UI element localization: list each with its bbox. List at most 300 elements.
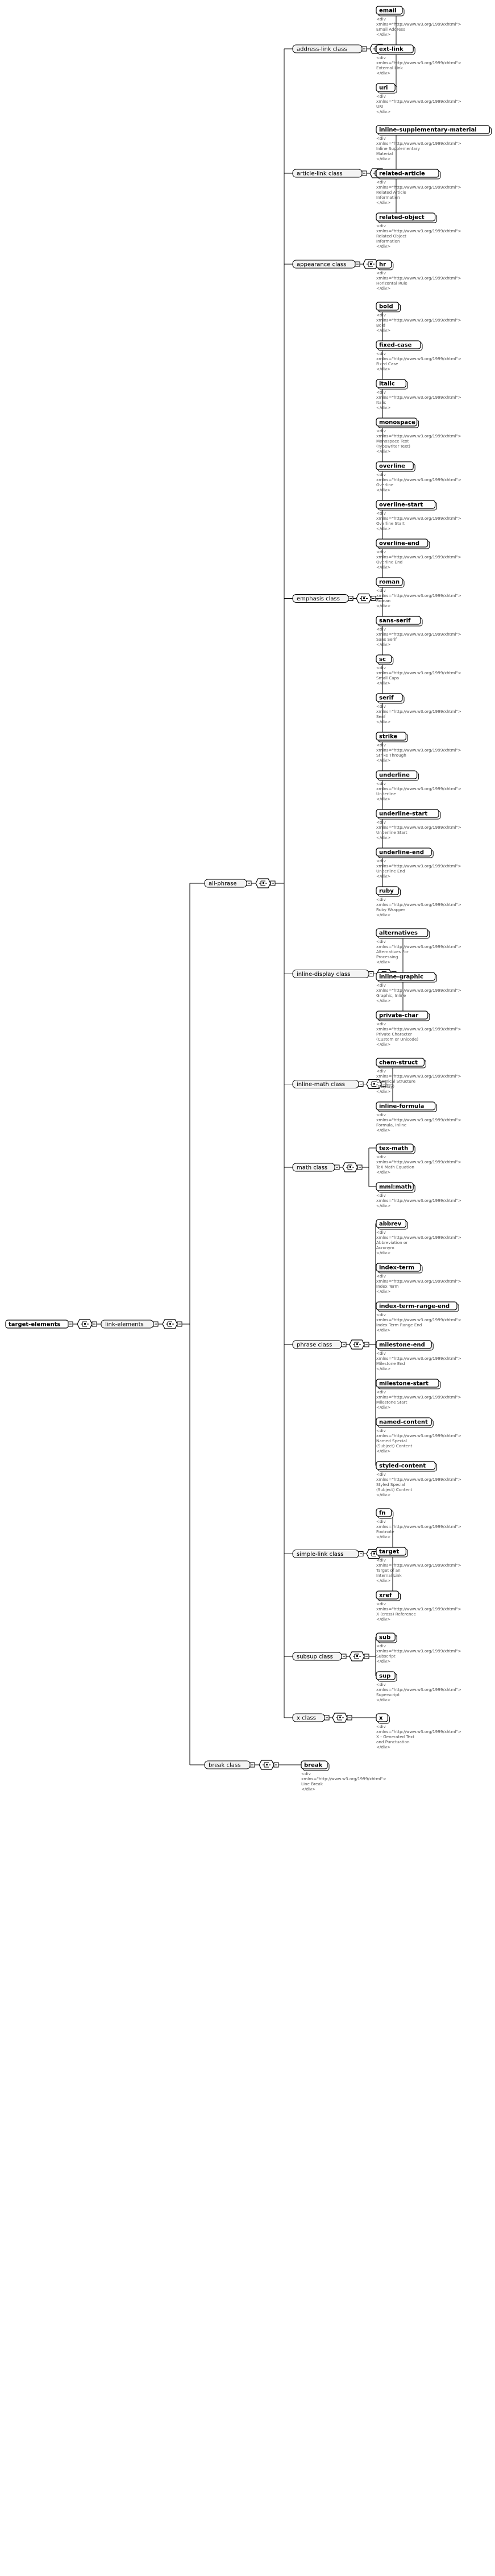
svg-text:Horizontal Rule: Horizontal Rule [376, 281, 407, 286]
group-box[interactable] [293, 169, 367, 177]
svg-text:</div>: </div> [376, 796, 391, 801]
element-inline-graphic[interactable] [376, 972, 437, 982]
svg-text:xmlns="http://www.w3.org/1999/: xmlns="http://www.w3.org/1999/xhtml"> [376, 516, 461, 521]
svg-text:xmlns="http://www.w3.org/1999/: xmlns="http://www.w3.org/1999/xhtml"> [376, 709, 461, 714]
documentation-annotation [376, 1428, 461, 1454]
svg-text:<div: <div [376, 1312, 386, 1317]
element-name: related-article [379, 170, 425, 177]
svg-text:<div: <div [376, 511, 386, 516]
svg-text:</div>: </div> [376, 1697, 391, 1702]
svg-text:<div: <div [376, 627, 386, 632]
svg-text:Named Special: Named Special [376, 1438, 407, 1443]
element-email[interactable] [376, 6, 404, 16]
svg-text:<div: <div [376, 472, 386, 477]
element-name: uri [379, 85, 388, 91]
svg-text:xmlns="http://www.w3.org/1999/: xmlns="http://www.w3.org/1999/xhtml"> [376, 1159, 461, 1164]
svg-text:</div>: </div> [376, 526, 391, 531]
svg-text:Material: Material [376, 151, 393, 156]
element-name: sc [379, 656, 386, 663]
group-box[interactable] [293, 595, 353, 603]
svg-text:Target of an: Target of an [376, 1568, 401, 1573]
documentation-annotation [376, 94, 461, 114]
svg-text:<div: <div [376, 742, 386, 748]
svg-text:</div>: </div> [376, 244, 391, 249]
element-named-content[interactable] [376, 1418, 433, 1427]
svg-text:xmlns="http://www.w3.org/1999/: xmlns="http://www.w3.org/1999/xhtml"> [376, 318, 461, 323]
documentation-annotation [376, 1519, 461, 1539]
element-ext-link[interactable] [376, 45, 415, 55]
svg-text:<div: <div [376, 351, 386, 356]
svg-text:Italic: Italic [376, 400, 386, 405]
svg-text:<div: <div [376, 55, 386, 60]
svg-text:xmlns="http://www.w3.org/1999/: xmlns="http://www.w3.org/1999/xhtml"> [376, 1648, 461, 1654]
svg-text:xmlns="http://www.w3.org/1999/: xmlns="http://www.w3.org/1999/xhtml"> [376, 1117, 461, 1122]
svg-text:xmlns="http://www.w3.org/1999/: xmlns="http://www.w3.org/1999/xhtml"> [376, 1433, 461, 1438]
svg-text:<div: <div [376, 1519, 386, 1524]
svg-text:Styled Special: Styled Special [376, 1482, 405, 1487]
svg-text:Processing: Processing [376, 954, 398, 959]
element-name: underline [379, 772, 410, 779]
element-name: target-elements [9, 1321, 61, 1328]
documentation-annotation [376, 820, 461, 840]
element-break[interactable] [301, 1761, 329, 1771]
group-box[interactable] [293, 1080, 363, 1088]
element-name: x [379, 1715, 383, 1722]
documentation-annotation [376, 1274, 461, 1294]
svg-text:</div>: </div> [376, 1203, 391, 1208]
documentation-annotation [376, 1112, 461, 1133]
element-hr[interactable] [376, 260, 393, 270]
element-fixed-case[interactable] [376, 341, 422, 350]
svg-text:<div: <div [301, 1771, 311, 1776]
element-underline-end[interactable] [376, 848, 433, 858]
group-box[interactable] [293, 1652, 346, 1660]
group-box[interactable] [293, 1550, 363, 1558]
svg-text:</div>: </div> [376, 1366, 391, 1371]
group-box[interactable] [293, 45, 367, 53]
element-name: target [379, 1548, 400, 1555]
svg-text:</div>: </div> [376, 405, 391, 410]
svg-text:</div>: </div> [376, 565, 391, 570]
svg-text:</div>: </div> [376, 758, 391, 763]
svg-text:</div>: </div> [376, 642, 391, 647]
svg-text:Information: Information [376, 195, 400, 200]
documentation-annotation [376, 55, 461, 76]
element-name: overline [379, 463, 405, 470]
element-monospace[interactable] [376, 418, 419, 428]
svg-text:</div>: </div> [376, 487, 391, 492]
group-box[interactable] [101, 1320, 158, 1328]
element-index-term-range-end[interactable] [376, 1302, 459, 1312]
svg-text:(Display): (Display) [376, 1084, 395, 1089]
svg-text:</div>: </div> [376, 1617, 391, 1622]
element-ruby[interactable] [376, 887, 401, 896]
element-name: related-object [379, 214, 425, 221]
svg-text:</div>: </div> [376, 1170, 391, 1175]
element-index-term[interactable] [376, 1263, 422, 1273]
svg-text:Bold: Bold [376, 323, 385, 328]
documentation-annotation [376, 1230, 461, 1255]
svg-text:<div: <div [376, 270, 386, 275]
element-name: index-term-range-end [379, 1303, 450, 1310]
element-name: inline-formula [379, 1103, 425, 1110]
svg-text:<div: <div [376, 1274, 386, 1279]
svg-text:<div: <div [376, 1021, 386, 1026]
element-mml-math[interactable] [376, 1183, 415, 1192]
element-sub[interactable] [376, 1633, 397, 1643]
documentation-annotation [376, 179, 461, 205]
element-name: bold [379, 303, 393, 310]
element-name: overline-start [379, 502, 423, 508]
group-box[interactable] [205, 1761, 255, 1769]
root-element-target-elements[interactable] [6, 1320, 73, 1328]
svg-text:xmlns="http://www.w3.org/1999/: xmlns="http://www.w3.org/1999/xhtml"> [376, 1477, 461, 1482]
svg-text:<div: <div [376, 665, 386, 670]
element-overline-start[interactable] [376, 500, 437, 510]
svg-text:xmlns="http://www.w3.org/1999/: xmlns="http://www.w3.org/1999/xhtml"> [376, 863, 461, 869]
choice-compositor-icon [356, 594, 376, 603]
group-name: inline-math class [297, 1082, 345, 1088]
svg-text:xmlns="http://www.w3.org/1999/: xmlns="http://www.w3.org/1999/xhtml"> [376, 1198, 461, 1203]
svg-text:<div: <div [376, 1154, 386, 1159]
element-name: monospace [379, 419, 415, 426]
documentation-annotation [376, 939, 461, 965]
group-box[interactable] [205, 879, 251, 887]
svg-text:(Typewriter Text): (Typewriter Text) [376, 444, 410, 449]
svg-text:</div>: </div> [376, 200, 391, 205]
svg-text:Abbreviation or: Abbreviation or [376, 1240, 408, 1245]
group-name: subsup class [297, 1654, 333, 1660]
element-uri[interactable] [376, 83, 397, 93]
svg-text:X - Generated Text: X - Generated Text [376, 1734, 415, 1739]
group-name: math class [297, 1164, 328, 1171]
documentation-annotation [376, 1021, 461, 1047]
element-name: fixed-case [379, 342, 412, 349]
svg-text:</div>: </div> [376, 1327, 391, 1333]
documentation-annotation [376, 983, 461, 1003]
group-name: address-link class [297, 46, 347, 53]
svg-text:Fixed Case: Fixed Case [376, 361, 398, 366]
element-name: sans-serif [379, 617, 411, 624]
svg-text:Graphic, Inline: Graphic, Inline [376, 993, 406, 998]
choice-compositor-icon [163, 1320, 182, 1329]
element-overline-end[interactable] [376, 539, 430, 549]
svg-text:Strike Through: Strike Through [376, 753, 406, 758]
element-sans-serif[interactable] [376, 616, 422, 626]
documentation-annotation [376, 1154, 461, 1175]
svg-text:Chemical Structure: Chemical Structure [376, 1079, 416, 1084]
svg-text:<div: <div [376, 1112, 386, 1117]
svg-text:xmlns="http://www.w3.org/1999/: xmlns="http://www.w3.org/1999/xhtml"> [376, 1026, 461, 1032]
element-name: tex-math [379, 1145, 409, 1152]
svg-text:Internal Link: Internal Link [376, 1573, 402, 1578]
documentation-annotation [376, 704, 461, 724]
svg-text:<div: <div [376, 1558, 386, 1563]
element-private-char[interactable] [376, 1011, 430, 1021]
svg-text:</div>: </div> [376, 286, 391, 291]
svg-text:Index Term: Index Term [376, 1284, 399, 1289]
group-name: appearance class [297, 261, 347, 268]
svg-text:xmlns="http://www.w3.org/1999/: xmlns="http://www.w3.org/1999/xhtml"> [376, 433, 461, 439]
svg-text:Overline End: Overline End [376, 560, 403, 565]
svg-text:External Link: External Link [376, 65, 403, 70]
svg-text:<div: <div [376, 223, 386, 228]
element-tex-math[interactable] [376, 1144, 415, 1154]
documentation-annotation [376, 351, 461, 371]
element-x[interactable] [376, 1714, 389, 1723]
group-box[interactable] [293, 1341, 346, 1348]
svg-text:<div: <div [376, 1230, 386, 1235]
choice-compositor-icon [259, 1760, 278, 1769]
svg-text:</div>: </div> [376, 1659, 391, 1664]
element-underline[interactable] [376, 771, 419, 780]
svg-text:Footnote: Footnote [376, 1529, 394, 1534]
svg-text:Small Caps: Small Caps [376, 675, 399, 680]
svg-text:<div: <div [376, 179, 386, 185]
element-sup[interactable] [376, 1672, 397, 1681]
svg-text:</div>: </div> [376, 1250, 391, 1255]
svg-text:Subscript: Subscript [376, 1654, 396, 1659]
svg-text:Information: Information [376, 239, 400, 244]
svg-text:</div>: </div> [376, 874, 391, 879]
element-related-article[interactable] [376, 169, 440, 179]
documentation-annotation [376, 136, 461, 161]
documentation-annotation [376, 16, 461, 37]
documentation-annotation [376, 549, 461, 570]
element-sc[interactable] [376, 655, 393, 665]
element-abbrev[interactable] [376, 1220, 407, 1229]
element-name: break [304, 1762, 323, 1769]
svg-text:<div: <div [376, 704, 386, 709]
svg-text:xmlns="http://www.w3.org/1999/: xmlns="http://www.w3.org/1999/xhtml"> [376, 1524, 461, 1529]
svg-text:Related Article: Related Article [376, 190, 406, 195]
svg-text:</div>: </div> [376, 1578, 391, 1583]
group-name: article-link class [297, 170, 343, 177]
svg-text:</div>: </div> [376, 998, 391, 1003]
documentation-annotation [376, 1068, 461, 1094]
svg-text:</div>: </div> [376, 1128, 391, 1133]
element-name: sub [379, 1634, 391, 1641]
group-box[interactable] [293, 260, 360, 268]
documentation-annotation [376, 665, 461, 686]
documentation-annotation [376, 1643, 461, 1664]
svg-text:(Subject) Content: (Subject) Content [376, 1487, 413, 1492]
group-name: phrase class [297, 1342, 332, 1348]
element-italic[interactable] [376, 379, 407, 389]
svg-text:</div>: </div> [376, 1405, 391, 1410]
svg-text:xmlns="http://www.w3.org/1999/: xmlns="http://www.w3.org/1999/xhtml"> [376, 185, 461, 190]
svg-text:xmlns="http://www.w3.org/1999/: xmlns="http://www.w3.org/1999/xhtml"> [376, 825, 461, 830]
documentation-annotation [376, 223, 461, 249]
element-name: named-content [379, 1419, 428, 1426]
svg-text:xmlns="http://www.w3.org/1999/: xmlns="http://www.w3.org/1999/xhtml"> [376, 1729, 461, 1734]
svg-text:Serif: Serif [376, 714, 386, 719]
element-name: overline-end [379, 540, 420, 547]
element-name: roman [379, 579, 400, 586]
element-name: inline-graphic [379, 974, 423, 980]
svg-text:xmlns="http://www.w3.org/1999/: xmlns="http://www.w3.org/1999/xhtml"> [376, 902, 461, 907]
documentation-annotation [376, 1193, 461, 1208]
svg-text:xmlns="http://www.w3.org/1999/: xmlns="http://www.w3.org/1999/xhtml"> [376, 99, 461, 104]
svg-text:<div: <div [376, 428, 386, 433]
svg-text:xmlns="http://www.w3.org/1999/: xmlns="http://www.w3.org/1999/xhtml"> [376, 356, 461, 361]
svg-text:Underline Start: Underline Start [376, 830, 407, 835]
svg-text:xmlns="http://www.w3.org/1999/: xmlns="http://www.w3.org/1999/xhtml"> [376, 60, 461, 65]
svg-text:Roman: Roman [376, 598, 391, 603]
documentation-annotation [376, 511, 461, 531]
element-fn[interactable] [376, 1509, 393, 1518]
svg-text:<div: <div [376, 1389, 386, 1395]
svg-text:Overline: Overline [376, 482, 394, 487]
svg-text:Underline End: Underline End [376, 869, 405, 874]
group-box[interactable] [293, 970, 373, 978]
svg-text:Overline Start: Overline Start [376, 521, 405, 526]
element-underline-start[interactable] [376, 809, 440, 819]
svg-text:xmlns="http://www.w3.org/1999/: xmlns="http://www.w3.org/1999/xhtml"> [376, 1606, 461, 1611]
documentation-annotation [301, 1771, 386, 1792]
svg-text:<div: <div [376, 858, 386, 863]
svg-text:</div>: </div> [376, 835, 391, 840]
choice-compositor-icon [332, 1713, 352, 1722]
svg-text:<div: <div [376, 897, 386, 902]
svg-text:Email Address: Email Address [376, 27, 405, 32]
element-styled-content[interactable] [376, 1462, 437, 1471]
svg-text:<div: <div [376, 1193, 386, 1198]
group-name: break class [209, 1762, 241, 1769]
element-name: hr [379, 261, 386, 268]
svg-text:xmlns="http://www.w3.org/1999/: xmlns="http://www.w3.org/1999/xhtml"> [376, 228, 461, 233]
svg-text:xmlns="http://www.w3.org/1999/: xmlns="http://www.w3.org/1999/xhtml"> [376, 748, 461, 753]
svg-text:xmlns="http://www.w3.org/1999/: xmlns="http://www.w3.org/1999/xhtml"> [376, 1687, 461, 1692]
svg-text:TeX Math Equation: TeX Math Equation [376, 1164, 414, 1170]
element-name: fn [379, 1510, 386, 1517]
element-milestone-start[interactable] [376, 1379, 440, 1389]
documentation-annotation [376, 858, 461, 879]
svg-text:<div: <div [376, 1682, 386, 1687]
svg-text:</div>: </div> [376, 32, 391, 37]
svg-text:xmlns="http://www.w3.org/1999/: xmlns="http://www.w3.org/1999/xhtml"> [376, 141, 461, 146]
element-name: strike [379, 733, 398, 740]
documentation-annotation [376, 897, 461, 917]
group-name: simple-link class [297, 1551, 344, 1558]
documentation-annotation [376, 270, 461, 291]
element-name: email [379, 7, 397, 14]
element-inline-formula[interactable] [376, 1102, 437, 1112]
element-serif[interactable] [376, 694, 404, 703]
element-xref[interactable] [376, 1591, 401, 1601]
element-roman[interactable] [376, 578, 404, 587]
svg-text:xmlns="http://www.w3.org/1999/: xmlns="http://www.w3.org/1999/xhtml"> [376, 477, 461, 482]
svg-text:X (cross) Reference: X (cross) Reference [376, 1611, 416, 1617]
element-overline[interactable] [376, 462, 415, 471]
svg-text:</div>: </div> [376, 109, 391, 114]
svg-text:</div>: </div> [376, 1089, 391, 1094]
choice-compositor-icon [77, 1320, 97, 1329]
svg-text:</div>: </div> [376, 1289, 391, 1294]
svg-text:<div: <div [376, 1643, 386, 1648]
svg-text:xmlns="http://www.w3.org/1999/: xmlns="http://www.w3.org/1999/xhtml"> [376, 1395, 461, 1400]
svg-text:Formula, Inline: Formula, Inline [376, 1122, 407, 1128]
group-name: link-elements [105, 1321, 144, 1328]
svg-text:</div>: </div> [376, 603, 391, 608]
svg-text:</div>: </div> [376, 1744, 391, 1750]
group-box[interactable] [293, 1163, 339, 1171]
group-name: all-phrase [209, 880, 237, 887]
svg-text:Underline: Underline [376, 791, 396, 796]
element-name: sup [379, 1673, 391, 1680]
svg-text:</div>: </div> [376, 1534, 391, 1539]
element-bold[interactable] [376, 302, 401, 312]
documentation-annotation [376, 1312, 461, 1333]
svg-text:</div>: </div> [376, 719, 391, 724]
svg-text:Milestone End: Milestone End [376, 1361, 405, 1366]
svg-text:<div: <div [376, 1428, 386, 1433]
documentation-annotation [376, 472, 461, 492]
element-name: ext-link [379, 46, 404, 53]
svg-text:<div: <div [376, 16, 386, 22]
svg-text:<div: <div [376, 312, 386, 318]
element-name: private-char [379, 1012, 419, 1019]
svg-text:Milestone Start: Milestone Start [376, 1400, 407, 1405]
svg-text:<div: <div [376, 390, 386, 395]
svg-text:</div>: </div> [376, 680, 391, 686]
group-name: inline-display class [297, 971, 351, 978]
documentation-annotation [376, 1724, 461, 1750]
svg-text:URI: URI [376, 104, 384, 109]
element-milestone-end[interactable] [376, 1341, 433, 1350]
svg-text:<div: <div [376, 1068, 386, 1074]
svg-text:</div>: </div> [376, 328, 391, 333]
documentation-annotation [376, 1351, 461, 1371]
svg-text:xmlns="http://www.w3.org/1999/: xmlns="http://www.w3.org/1999/xhtml"> [376, 1074, 461, 1079]
documentation-annotation [376, 1682, 461, 1702]
element-name: inline-supplementary-material [379, 127, 477, 133]
element-name: serif [379, 695, 394, 702]
svg-text:xmlns="http://www.w3.org/1999/: xmlns="http://www.w3.org/1999/xhtml"> [376, 786, 461, 791]
svg-text:</div>: </div> [376, 70, 391, 76]
element-name: abbrev [379, 1221, 402, 1228]
element-name: underline-start [379, 811, 428, 817]
svg-text:xmlns="http://www.w3.org/1999/: xmlns="http://www.w3.org/1999/xhtml"> [376, 1279, 461, 1284]
documentation-annotation [376, 1389, 461, 1410]
svg-text:xmlns="http://www.w3.org/1999/: xmlns="http://www.w3.org/1999/xhtml"> [376, 632, 461, 637]
element-name: chem-struct [379, 1059, 418, 1066]
svg-text:<div: <div [376, 983, 386, 988]
choice-compositor-icon [343, 1163, 362, 1172]
svg-text:<div: <div [376, 1351, 386, 1356]
group-box[interactable] [293, 1714, 329, 1722]
svg-text:xmlns="http://www.w3.org/1999/: xmlns="http://www.w3.org/1999/xhtml"> [376, 1563, 461, 1568]
documentation-annotation [376, 390, 461, 410]
documentation-annotation [376, 1558, 461, 1583]
element-name: italic [379, 381, 395, 387]
svg-text:<div: <div [376, 549, 386, 554]
svg-text:</div>: </div> [376, 1492, 391, 1497]
svg-text:(Subject) Content: (Subject) Content [376, 1443, 413, 1448]
element-alternatives[interactable] [376, 929, 430, 938]
element-target[interactable] [376, 1547, 407, 1557]
element-inline-supplementary-material[interactable] [376, 126, 492, 135]
svg-text:xmlns="http://www.w3.org/1999/: xmlns="http://www.w3.org/1999/xhtml"> [376, 988, 461, 993]
svg-text:</div>: </div> [376, 366, 391, 371]
element-chem-struct[interactable] [376, 1058, 426, 1068]
documentation-annotation [376, 742, 461, 763]
element-name: styled-content [379, 1463, 426, 1469]
svg-text:Acronym: Acronym [376, 1245, 394, 1250]
element-strike[interactable] [376, 732, 407, 742]
documentation-annotation [376, 428, 461, 454]
element-related-object[interactable] [376, 213, 437, 223]
